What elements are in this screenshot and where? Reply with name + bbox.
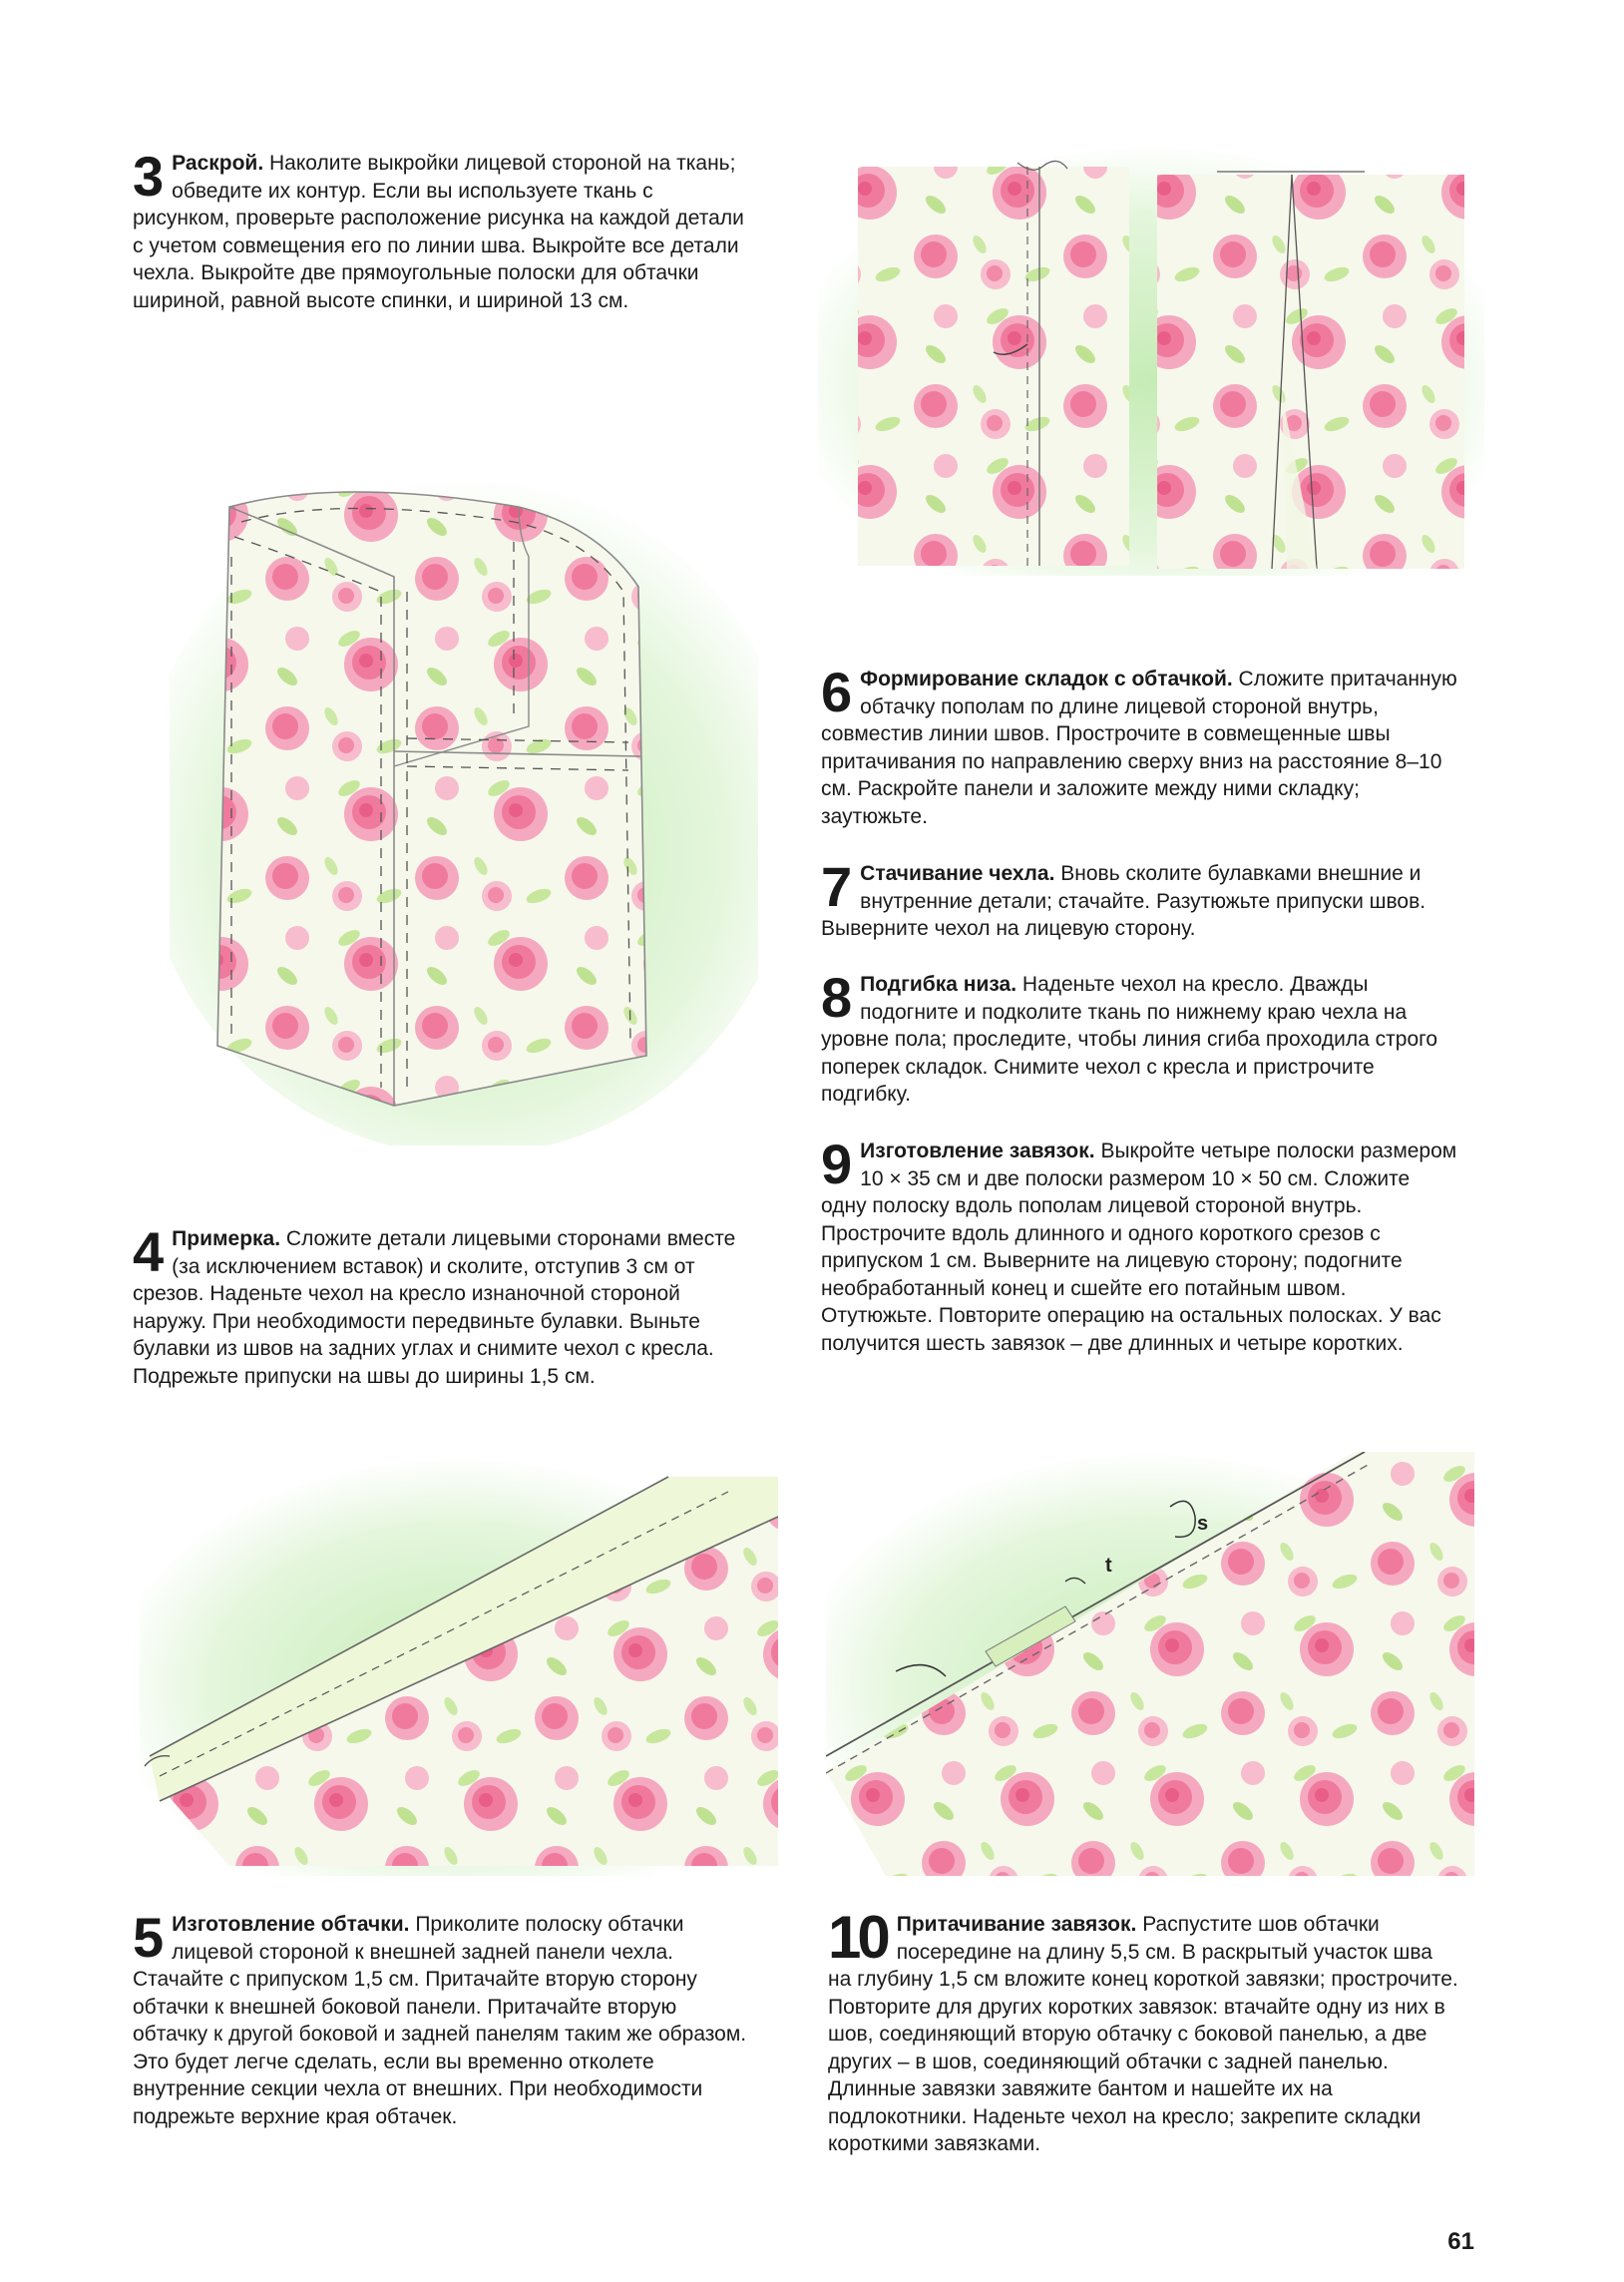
step-6-title: Формирование складок с обтачкой.	[860, 668, 1233, 690]
step-6	[821, 661, 1459, 830]
step-9-number: 9	[821, 1133, 853, 1195]
step-3-title: Раскрой.	[172, 152, 264, 175]
step-3	[133, 145, 749, 314]
step-8	[821, 966, 1459, 1109]
armchair-cover-illustration	[170, 467, 758, 1145]
step-9-title: Изготовление завязок.	[860, 1140, 1095, 1162]
step-9-text: Выкройте четыре полоски размером 10 × 35 см и две полоски размером 10 × 50 см. Сложите одну полоску вдоль пополам лицевой стороной внутрь. Прострочите вдоль длинного и одного короткого срезов с припуском 1 см. Выверните на лицевую сторону; подогните необработанный конец и сшейте его потайным швом. Отутюжьте. Повторите операцию на остальных полосках. У вас получится шесть завязок – две длинных и четыре коротких.	[821, 1140, 1457, 1355]
step-5-title: Изготовление обтачки.	[172, 1913, 410, 1936]
step-8-title: Подгибка низа.	[860, 973, 1017, 996]
seam-panels-illustration	[818, 145, 1484, 576]
step-7-text: Вновь сколите булавками внешние и внутренние детали; стачайте. Разутюжьте припуски швов. Выверните чехол на лицевую сторону.	[821, 862, 1426, 940]
step-10-text: Распустите шов обтачки посередине на длину 5,5 см. В раскрытый участок шва на глубину 1,5 см вложите конец короткой завязки; прострочите. Повторите для других коротких завязок: втачайте одну из них в шов, соединяющий вторую обтачку с боковой панелью, а две других – в шов, соединяющий обтачки с задней панелью. Длинные завязки завяжите бантом и нашейте их на подлокотники. Наденьте чехол на кресло; закрепите складки короткими завязками.	[828, 1913, 1458, 2155]
step-5-number: 5	[133, 1906, 165, 1969]
step-8-number: 8	[821, 966, 853, 1029]
step-3-number: 3	[133, 145, 165, 208]
step-7-title: Стачивание чехла.	[860, 862, 1055, 885]
step-4-title: Примерка.	[172, 1227, 281, 1250]
step-7-number: 7	[821, 855, 853, 918]
step-6-text: Сложите притачанную обтачку пополам по длине лицевой стороной внутрь, совместив линии швов. Прострочите в совмещенные швы притачивания по направлению сверху вниз на расстояние 8–10 см. Раскройте панели и заложите между ними складку; заутюжьте.	[821, 668, 1457, 828]
label-s: s	[1197, 1513, 1209, 1535]
step-9	[821, 1133, 1459, 1357]
step-8-text: Наденьте чехол на кресло. Дважды подогните и подколите ткань по нижнему краю чехла на уровне пола; проследите, чтобы линия сгиба проходила строго поперек складок. Снимите чехол с кресла и пристрочите подгибку.	[821, 973, 1438, 1106]
step-4-number: 4	[133, 1220, 165, 1283]
step-10	[828, 1904, 1461, 2158]
step-4	[133, 1220, 749, 1390]
page-number: 61	[1447, 2228, 1474, 2255]
step-5-text-2: Это будет легче сделать, если вы временно отколете внутренние секции чехла от внешних. При необходимости подрежьте верхние края обтачек.	[133, 2050, 703, 2128]
step-7	[821, 855, 1459, 943]
step-5	[133, 1906, 749, 2130]
step-6-number: 6	[821, 661, 853, 723]
step-5-text: Приколите полоску обтачки лицевой стороной к внешней задней панели чехла. Стачайте с припуском 1,5 см. Притачайте вторую сторону обтачки к внешней боковой панели. Притачайте вторую обтачку к другой боковой и задней панелям таким же образом.	[133, 1913, 747, 2046]
step-10-title: Притачивание завязок.	[896, 1913, 1137, 1936]
facing-strip-illustration	[140, 1457, 778, 1876]
step-3-text: Наколите выкройки лицевой стороной на ткань; обведите их контур. Если вы используете ткань с рисунком, проверьте расположение рисунка на каждой детали с учетом совмещения его по линии шва. Выкройте все детали чехла. Выкройте две прямоугольные полоски для обтачки шириной, равной высоте спинки, и шириной 13 см.	[133, 152, 744, 312]
label-t: t	[1105, 1555, 1112, 1577]
tie-insertion-illustration	[826, 1452, 1474, 1876]
step-4-text: Сложите детали лицевыми сторонами вместе (за исключением вставок) и сколите, отступив 3 см от срезов. Наденьте чехол на кресло изнаночной стороной наружу. При необходимости передвиньте булавки. Выньте булавки из швов на задних углах и снимите чехол с кресла. Подрежьте припуски на швы до ширины 1,5 см.	[133, 1227, 736, 1388]
step-10-number: 10	[828, 1904, 887, 1971]
